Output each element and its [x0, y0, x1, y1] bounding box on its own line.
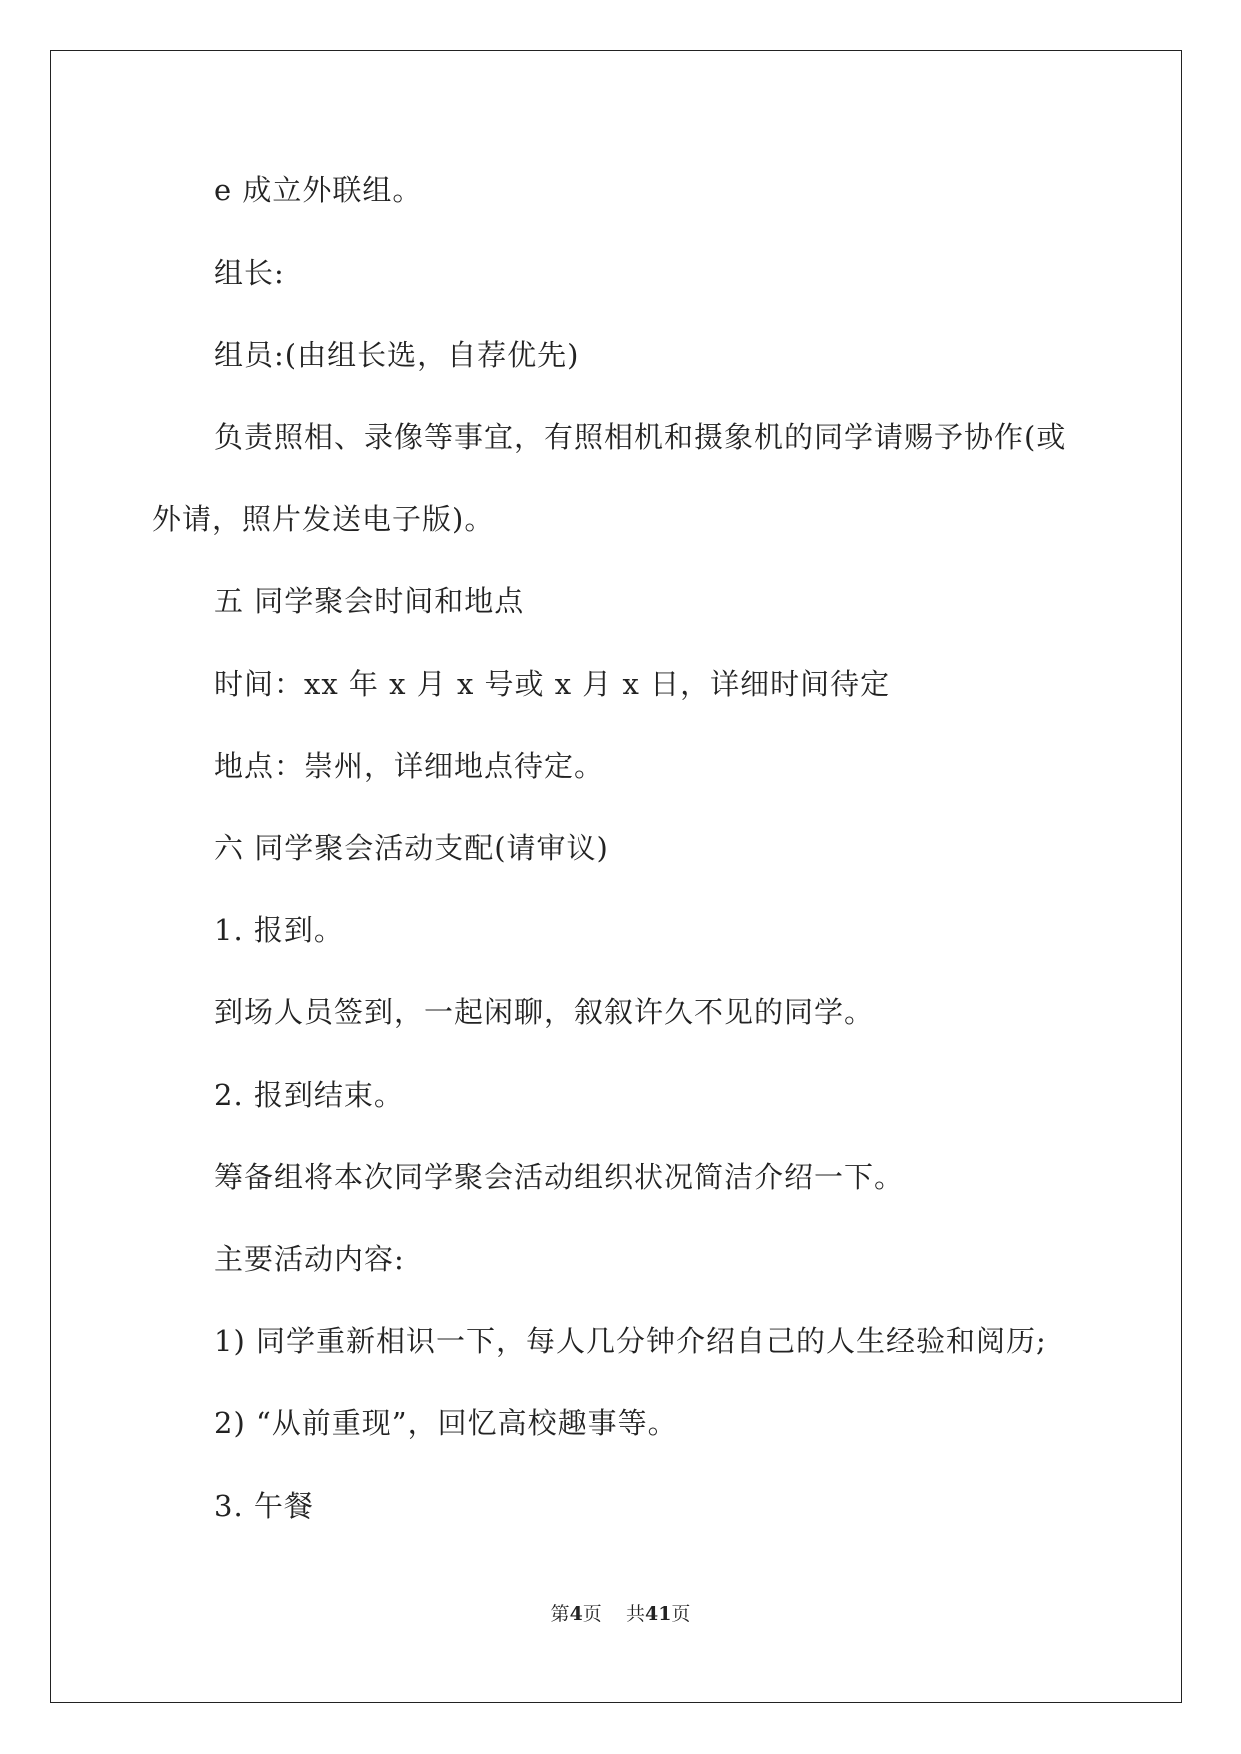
text-line: 到场人员签到，一起闲聊，叙叙许久不见的同学。 [214, 995, 875, 1029]
text-line: 2. 报到结束。 [214, 1078, 404, 1112]
text-line: 1. 报到。 [214, 913, 344, 947]
text-line: e 成立外联组。 [214, 173, 423, 207]
text-line: 地点：崇州，详细地点待定。 [214, 749, 605, 783]
footer-page-number: 4 [569, 1603, 583, 1625]
footer-suffix: 页 [671, 1603, 691, 1625]
text-line: 1) 同学重新相识一下，每人几分钟介绍自己的人生经验和阅历; [214, 1324, 1047, 1358]
text-line: 组员:(由组长选，自荐优先) [214, 338, 580, 372]
footer-total-pages: 41 [644, 1603, 672, 1625]
page-footer [0, 1602, 1241, 1626]
footer-prefix: 第 [550, 1603, 570, 1625]
section-heading: 六 同学聚会活动支配(请审议) [214, 831, 609, 865]
text-line: 主要活动内容: [214, 1242, 405, 1276]
footer-middle: 页 共 [582, 1603, 645, 1625]
page-border [50, 50, 1182, 1703]
text-line: 时间：xx 年 x 月 x 号或 x 月 x 日，详细时间待定 [214, 667, 891, 701]
text-line: 负责照相、录像等事宜，有照相机和摄象机的同学请赐予协作(或 [214, 420, 1067, 454]
section-heading: 五 同学聚会时间和地点 [214, 584, 525, 618]
text-line: 组长: [214, 256, 285, 290]
text-line: 筹备组将本次同学聚会活动组织状况简洁介绍一下。 [214, 1160, 905, 1194]
text-line: 3. 午餐 [214, 1489, 314, 1523]
text-line: 2) “从前重现”，回忆高校趣事等。 [214, 1406, 678, 1440]
text-line: 外请，照片发送电子版)。 [152, 502, 495, 536]
